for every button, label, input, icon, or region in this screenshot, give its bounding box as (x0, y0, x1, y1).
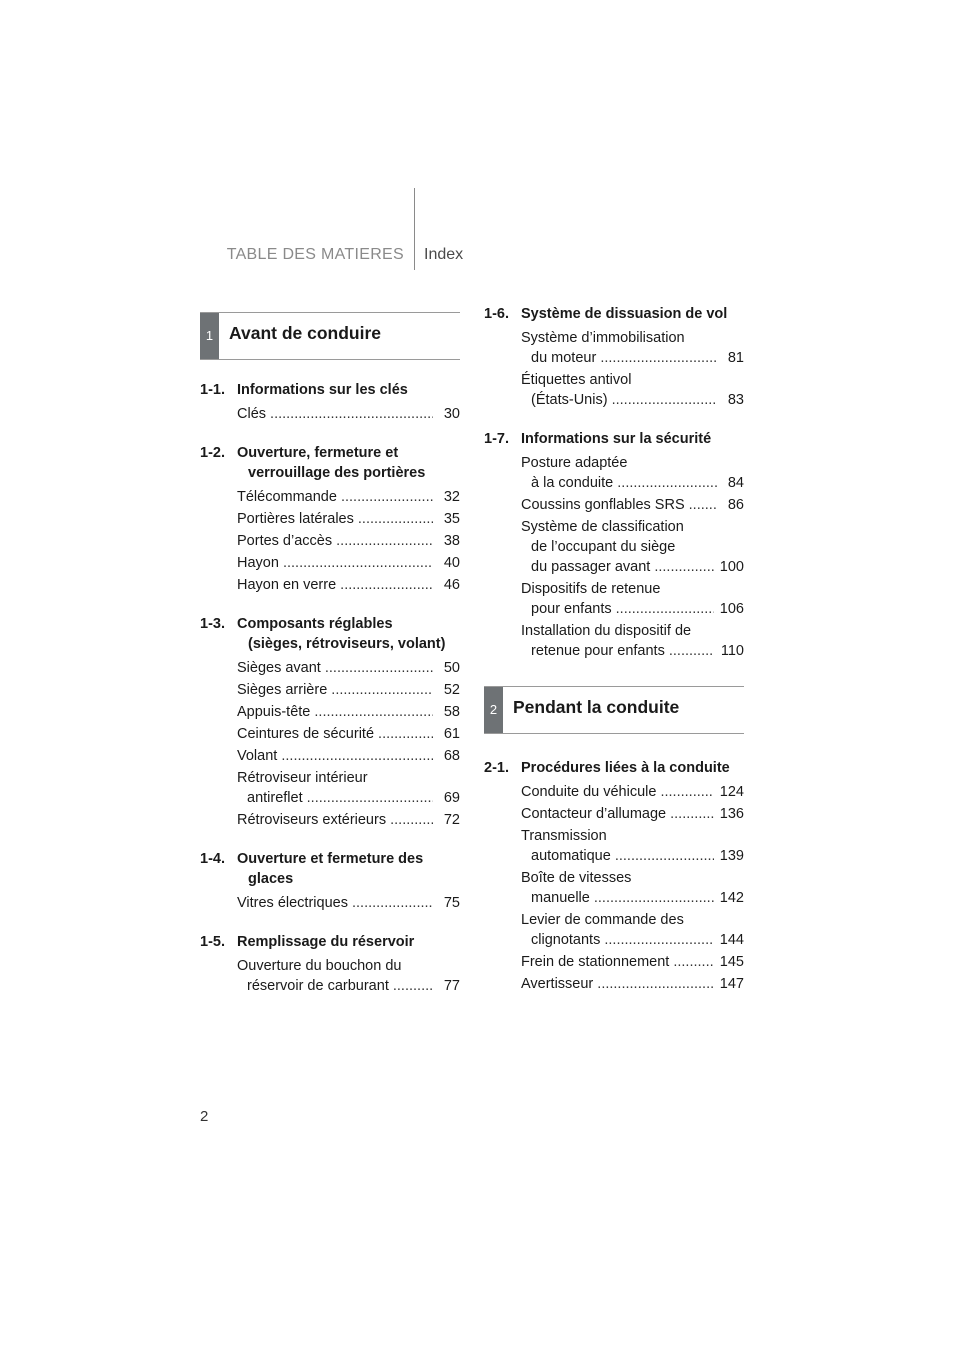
chapter-name-line: Composants réglables (237, 616, 393, 632)
entry-title-line: Étiquettes antivol (521, 372, 632, 388)
toc-entry[interactable] (521, 804, 744, 824)
entry-title-line: Transmission (521, 828, 607, 844)
chapter-name-line: verrouillage des portières (248, 465, 426, 481)
entry-title-line: Hayon ..... (237, 553, 433, 573)
entry-title-line: Télécommande ..... (237, 487, 433, 507)
chapter-name-line: Remplissage du réservoir (237, 934, 415, 950)
chapter-title (200, 443, 460, 483)
entry-page-number: 58 (443, 704, 460, 720)
entry-title (237, 680, 433, 700)
chapter-name (521, 304, 744, 324)
entry-title-line: Hayon en verre ..... (237, 575, 433, 595)
chapter-code: 1-6. (484, 306, 509, 322)
entry-title (521, 370, 717, 410)
entry-page-number: 77 (443, 978, 460, 994)
chapter (200, 614, 460, 830)
toc-entry[interactable] (237, 680, 460, 700)
chapter (200, 849, 460, 913)
entry-page-number: 81 (727, 350, 744, 366)
entry-title-line: manuelle ..... (521, 888, 714, 908)
entry-title-line: pour enfants ..... (521, 599, 714, 619)
entry-title-line: clignotants ..... (521, 930, 714, 950)
entry-page-number: 124 (719, 784, 744, 800)
entry-title (237, 553, 433, 573)
toc-entry[interactable] (521, 910, 744, 950)
entry-title-line: Avertisseur ..... (521, 974, 714, 994)
chapter-title (200, 614, 460, 654)
entry-title-line: à la conduite ..... (521, 473, 717, 493)
entry-title (521, 621, 714, 661)
entry-title (521, 328, 717, 368)
entry-title (237, 575, 433, 595)
entry-page-number: 40 (443, 555, 460, 571)
toc-entry[interactable] (237, 531, 460, 551)
toc-entry[interactable] (237, 404, 460, 424)
section-number-tab[interactable]: 2 (484, 687, 503, 733)
entry-title-line: Conduite du véhicule ..... (521, 782, 714, 802)
toc-entry[interactable] (237, 893, 460, 913)
entry-title-line: Installation du dispositif de (521, 623, 692, 639)
entry-title-line: (États-Unis) ..... (521, 390, 717, 410)
entry-title (237, 531, 433, 551)
toc-column-right (484, 304, 744, 1013)
entry-page-number: 84 (727, 475, 744, 491)
entry-page-number: 75 (443, 895, 460, 911)
entry-title-line: Ceintures de sécurité ..... (237, 724, 433, 744)
chapter-name-line: glaces (248, 871, 294, 887)
chapter-code: 2-1. (484, 760, 509, 776)
entry-title (237, 810, 433, 830)
toc-entry[interactable] (237, 956, 460, 996)
entry-title-line: du passager avant ..... (521, 557, 714, 577)
chapter-title (484, 758, 744, 778)
entry-title (521, 910, 714, 950)
chapter-name-line: Système de dissuasion de vol (521, 306, 728, 322)
entry-title (237, 702, 433, 722)
toc-entry[interactable] (521, 579, 744, 619)
chapter-title (200, 380, 460, 400)
entry-page-number: 86 (727, 497, 744, 513)
toc-entry[interactable] (521, 782, 744, 802)
entry-page-number: 147 (719, 976, 744, 992)
entry-title (237, 658, 433, 678)
section-number-tab[interactable]: 1 (200, 313, 219, 359)
entry-page-number: 68 (443, 748, 460, 764)
chapter-code: 1-1. (200, 382, 225, 398)
chapter-name-line: (sièges, rétroviseurs, volant) (248, 636, 446, 652)
entry-title-line: Système d’immobilisation (521, 330, 685, 346)
chapter (200, 380, 460, 424)
chapter (484, 304, 744, 410)
toc-entry[interactable] (521, 495, 744, 515)
entry-title (521, 804, 714, 824)
chapter-name-line: Informations sur la sécurité (521, 431, 712, 447)
section-header (200, 312, 460, 360)
toc-entry[interactable] (237, 702, 460, 722)
toc-entry[interactable] (521, 974, 744, 994)
entry-page-number: 145 (719, 954, 744, 970)
entry-title-line: Contacteur d’allumage ..... (521, 804, 714, 824)
chapter-name (237, 932, 460, 952)
entry-title-line: Posture adaptée (521, 455, 628, 471)
entry-title-line: Clés ..... (237, 404, 433, 424)
entry-title (237, 746, 433, 766)
entry-title (521, 782, 714, 802)
chapter-name (237, 443, 460, 483)
entry-title (237, 724, 433, 744)
entry-page-number: 30 (443, 406, 460, 422)
chapter-name-line: Ouverture et fermeture des (237, 851, 424, 867)
toc-entry[interactable] (237, 746, 460, 766)
chapter-name (237, 614, 460, 654)
chapter (484, 758, 744, 994)
chapter-name-line: Procédures liées à la conduite (521, 760, 730, 776)
chapter-code: 1-7. (484, 431, 509, 447)
toc-entry[interactable] (521, 517, 744, 577)
chapter-name-line: Informations sur les clés (237, 382, 408, 398)
entry-title-line: Coussins gonflables SRS ..... (521, 495, 717, 515)
entry-title-line: Appuis-tête ..... (237, 702, 433, 722)
toc-entry[interactable] (521, 868, 744, 908)
entry-title-line: réservoir de carburant ..... (237, 976, 433, 996)
entry-page-number: 144 (719, 932, 744, 948)
entry-title-line: Rétroviseur intérieur (237, 770, 368, 786)
entry-title (237, 404, 433, 424)
toc-entry[interactable] (521, 621, 744, 661)
entry-title (521, 952, 714, 972)
toc-entry[interactable] (521, 453, 744, 493)
chapter (200, 443, 460, 595)
entry-page-number: 50 (443, 660, 460, 676)
entry-page-number: 106 (719, 601, 744, 617)
entry-page-number: 32 (443, 489, 460, 505)
section-title: Avant de conduire (229, 323, 382, 343)
entry-title (521, 495, 717, 515)
entry-title-line: Portes d’accès ..... (237, 531, 433, 551)
toc-entry[interactable] (521, 370, 744, 410)
entry-title-line: Dispositifs de retenue (521, 581, 661, 597)
entry-title (237, 509, 433, 529)
entry-title (521, 974, 714, 994)
chapter-name-line: Ouverture, fermeture et (237, 445, 399, 461)
entry-title-line: Système de classification (521, 519, 684, 535)
toc-entry[interactable] (237, 509, 460, 529)
toc-link[interactable]: TABLE DES MATIERES (226, 246, 404, 263)
entry-title-line: retenue pour enfants ..... (521, 641, 714, 661)
chapter-name (521, 758, 744, 778)
entry-page-number: 136 (719, 806, 744, 822)
entry-title-line: Levier de commande des (521, 912, 684, 928)
toc-entry[interactable] (521, 952, 744, 972)
entry-title (237, 893, 433, 913)
chapter-title (200, 932, 460, 952)
entry-title-line: Sièges avant ..... (237, 658, 433, 678)
entry-page-number: 139 (719, 848, 744, 864)
entry-title-line: du moteur ..... (521, 348, 717, 368)
chapter-code: 1-4. (200, 851, 225, 867)
entry-title-line: Vitres électriques ..... (237, 893, 433, 913)
toc-column-left (200, 312, 460, 1015)
toc-entry[interactable] (237, 658, 460, 678)
toc-entry[interactable] (237, 487, 460, 507)
entry-title-line: de l’occupant du siège (531, 539, 676, 555)
chapter (484, 429, 744, 661)
chapter-code: 1-5. (200, 934, 225, 950)
section-title: Pendant la conduite (513, 697, 680, 717)
chapter (200, 932, 460, 996)
chapter-name (237, 849, 460, 889)
chapter-code: 1-2. (200, 445, 225, 461)
entry-title (521, 826, 714, 866)
toc-entry[interactable] (237, 724, 460, 744)
entry-title (237, 487, 433, 507)
entry-page-number: 46 (443, 577, 460, 593)
entry-title (521, 517, 714, 577)
entry-title-line: antireflet ..... (237, 788, 433, 808)
toc-entry[interactable] (521, 826, 744, 866)
entry-title (521, 453, 717, 493)
entry-page-number: 35 (443, 511, 460, 527)
chapter-code: 1-3. (200, 616, 225, 632)
chapter-title (484, 304, 744, 324)
entry-title-line: Volant ..... (237, 746, 433, 766)
entry-title (521, 579, 714, 619)
entry-title (237, 768, 433, 808)
entry-page-number: 61 (443, 726, 460, 742)
entry-page-number: 52 (443, 682, 460, 698)
entry-title-line: Rétroviseurs extérieurs ..... (237, 810, 433, 830)
toc-entry[interactable] (521, 328, 744, 368)
toc-entry[interactable] (237, 810, 460, 830)
page-number: 2 (200, 1108, 209, 1125)
chapter-title (200, 849, 460, 889)
entry-title-line: Boîte de vitesses (521, 870, 632, 886)
entry-title (521, 868, 714, 908)
entry-title-line: Portières latérales ..... (237, 509, 433, 529)
toc-entry[interactable] (237, 553, 460, 573)
entry-title (237, 956, 433, 996)
chapter-name (521, 429, 744, 449)
chapter-title (484, 429, 744, 449)
toc-entry[interactable] (237, 768, 460, 808)
header-divider (414, 188, 415, 270)
entry-page-number: 142 (719, 890, 744, 906)
entry-page-number: 100 (719, 559, 744, 575)
entry-title-line: Sièges arrière ..... (237, 680, 433, 700)
toc-entry[interactable] (237, 575, 460, 595)
chapter-name (237, 380, 460, 400)
entry-page-number: 83 (727, 392, 744, 408)
entry-page-number: 110 (720, 643, 744, 659)
entry-page-number: 72 (443, 812, 460, 828)
entry-page-number: 69 (443, 790, 460, 806)
section-header (484, 686, 744, 734)
entry-title-line: Ouverture du bouchon du (237, 958, 402, 974)
entry-title-line: Frein de stationnement ..... (521, 952, 714, 972)
entry-page-number: 38 (443, 533, 460, 549)
entry-title-line: automatique ..... (521, 846, 714, 866)
index-link[interactable]: Index (424, 246, 464, 263)
